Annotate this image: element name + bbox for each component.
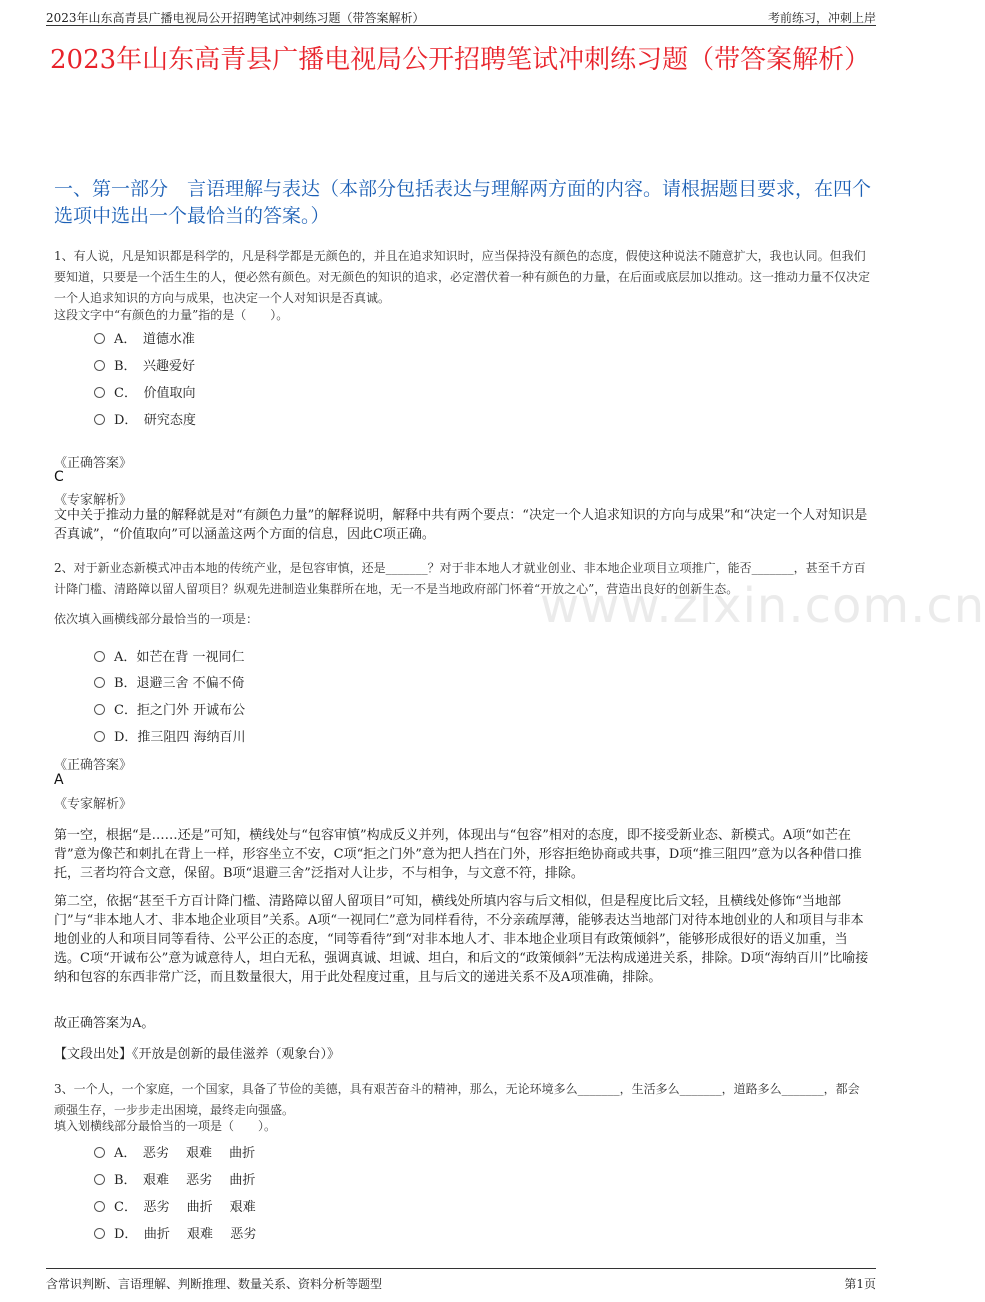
page-footer bbox=[46, 1268, 876, 1299]
radio-icon[interactable] bbox=[94, 677, 105, 688]
q2-option-b[interactable]: B．退避三舍 不偏不倚 bbox=[94, 672, 245, 691]
section-heading: 一、第一部分 言语理解与表达（本部分包括表达与理解两方面的内容。请根据题目要求，在四个选项中选出一个最恰当的答案。） bbox=[54, 178, 872, 227]
q2-analysis-paragraph-1: 第一空，根据“是……还是”可知，横线处与“包容审慎”构成反义并列，体现出与“包容”相对的态度，即不接受新业态、新模式。A项“如芒在背”意为像芒和刺扎在背上一样，形容坐立不安，C项“拒之门外”意为把人挡在门外，形容拒绝协商或共事，D项“推三阻四”意为以各种借口推托，三者均符合文意，保留。B项“退避三舍”泛指对人让步，不与相争，与文意不符，排除。 bbox=[54, 828, 862, 881]
q3-option-d[interactable]: D． 曲折 艰难 恶劣 bbox=[94, 1223, 256, 1242]
q1-analysis: 文中关于推动力量的解释就是对“有颜色力量”的解释说明，解释中共有两个要点：“决定一个人追求知识的方向与成果”和“决定一个人对知识是否真诚”，“价值取向”可以涵盖这两个方面的信息，因此C项正确。 bbox=[54, 508, 868, 542]
q1-option-a[interactable]: A． 道德水准 bbox=[94, 328, 195, 347]
q1-answer-label: 《正确答案》 bbox=[54, 456, 133, 471]
radio-icon[interactable] bbox=[94, 360, 105, 371]
q2-conclusion: 故正确答案为A。 bbox=[54, 1016, 155, 1031]
radio-icon[interactable] bbox=[94, 1174, 105, 1185]
page-number: 第1页 bbox=[844, 1277, 876, 1291]
q3-option-b[interactable]: B． 艰难 恶劣 曲折 bbox=[94, 1169, 255, 1188]
q1-answer: C bbox=[54, 469, 64, 485]
radio-icon[interactable] bbox=[94, 731, 105, 742]
radio-icon[interactable] bbox=[94, 387, 105, 398]
q1-option-b[interactable]: B． 兴趣爱好 bbox=[94, 355, 195, 374]
footer-left-text: 含常识判断、言语理解、判断推理、数量关系、资料分析等题型 bbox=[46, 1277, 383, 1291]
watermark: www.zixin.com.cn bbox=[540, 578, 985, 634]
question-3-text: 3、一个人，一个家庭，一个国家，具备了节俭的美德，具有艰苦奋斗的精神，那么，无论环境多么_______，生活多么_______，道路多么_______，都会顽强生存，一步步走出困境，最终走向强盛。 bbox=[54, 1082, 860, 1117]
q2-answer-label: 《正确答案》 bbox=[54, 758, 133, 773]
question-2-text: 2、对于新业态新模式冲击本地的传统产业，是包容审慎，还是_______？对于非本地人才就业创业、非本地企业项目立项推广，能否_______，甚至千方百计降门槛、清路障以留人留项目？纵观先进制造业集群所在地，无一不是当地政府部门怀着“开放之心”，营造出良好的创新生态。 bbox=[54, 561, 866, 596]
q2-option-c[interactable]: C．拒之门外 开诚布公 bbox=[94, 699, 245, 718]
q1-option-c[interactable]: C． 价值取向 bbox=[94, 382, 195, 401]
question-2-prompt: 依次填入画横线部分最恰当的一项是： bbox=[54, 612, 259, 626]
q2-source: 【文段出处】《开放是创新的最佳滋养（观象台）》 bbox=[54, 1047, 341, 1062]
q2-option-a[interactable]: A．如芒在背 一视同仁 bbox=[94, 646, 245, 665]
q3-option-c[interactable]: C． 恶劣 曲折 艰难 bbox=[94, 1196, 256, 1215]
q2-analysis-paragraph-2: 第二空，依据“甚至千方百计降门槛、清路障以留人留项目”可知，横线处所填内容与后文相似，但是程度比后文轻，且横线处修饰“当地部门”与“非本地人才、非本地企业项目”关系。A项“一视同仁”意为同样看待，不分亲疏厚薄，能够表达当地部门对待本地创业的人和项目与非本地创业的人和项目同等看待、公平公正的态度，“同等看待”到“对非本地人才、非本地企业项目有政策倾斜”，能够形成很好的语义加重，当选。C项“开诚布公”意为诚意待人，坦白无私，强调真诚、坦诚、坦白，和后文的“政策倾斜”无法构成递进关系，排除。D项“海纳百川”比喻接纳和包容的东西非常广泛，而且数量很大，用于此处程度过重，且与后文的递进关系不及A项准确，排除。 bbox=[54, 894, 869, 985]
radio-icon[interactable] bbox=[94, 1228, 105, 1239]
header-right-text: 考前练习，冲刺上岸 bbox=[767, 11, 876, 25]
q3-option-a[interactable]: A． 恶劣 艰难 曲折 bbox=[94, 1142, 255, 1161]
radio-icon[interactable] bbox=[94, 1147, 105, 1158]
q1-option-d[interactable]: D． 研究态度 bbox=[94, 409, 196, 428]
q2-analysis-label: 《专家解析》 bbox=[54, 797, 133, 812]
radio-icon[interactable] bbox=[94, 704, 105, 715]
radio-icon[interactable] bbox=[94, 651, 105, 662]
page-header bbox=[46, 0, 876, 26]
q2-option-d[interactable]: D．推三阻四 海纳百川 bbox=[94, 726, 246, 745]
question-1-text: 1、有人说，凡是知识都是科学的，凡是科学都是无颜色的，并且在追求知识时，应当保持没有颜色的态度，假使这种说法不随意扩大，我也认同。但我们要知道，只要是一个活生生的人，便必然有颜色。对无颜色的知识的追求，必定潜伏着一种有颜色的力量，在后面或底层加以推动。这一推动力量不仅决定一个人追求知识的方向与成果，也决定一个人对知识是否真诚。 bbox=[54, 249, 871, 305]
header-left-text: 2023年山东高青县广播电视局公开招聘笔试冲刺练习题（带答案解析） bbox=[46, 11, 425, 25]
radio-icon[interactable] bbox=[94, 414, 105, 425]
question-3-prompt: 填入划横线部分最恰当的一项是（ ）。 bbox=[54, 1119, 277, 1133]
radio-icon[interactable] bbox=[94, 333, 105, 344]
radio-icon[interactable] bbox=[94, 1201, 105, 1212]
question-1-prompt: 这段文字中“有颜色的力量”指的是（ ）。 bbox=[54, 308, 289, 322]
q2-answer: A bbox=[54, 772, 64, 788]
q1-analysis-label: 《专家解析》 bbox=[54, 493, 133, 508]
page-title: 2023年山东高青县广播电视局公开招聘笔试冲刺练习题（带答案解析） bbox=[50, 45, 871, 75]
